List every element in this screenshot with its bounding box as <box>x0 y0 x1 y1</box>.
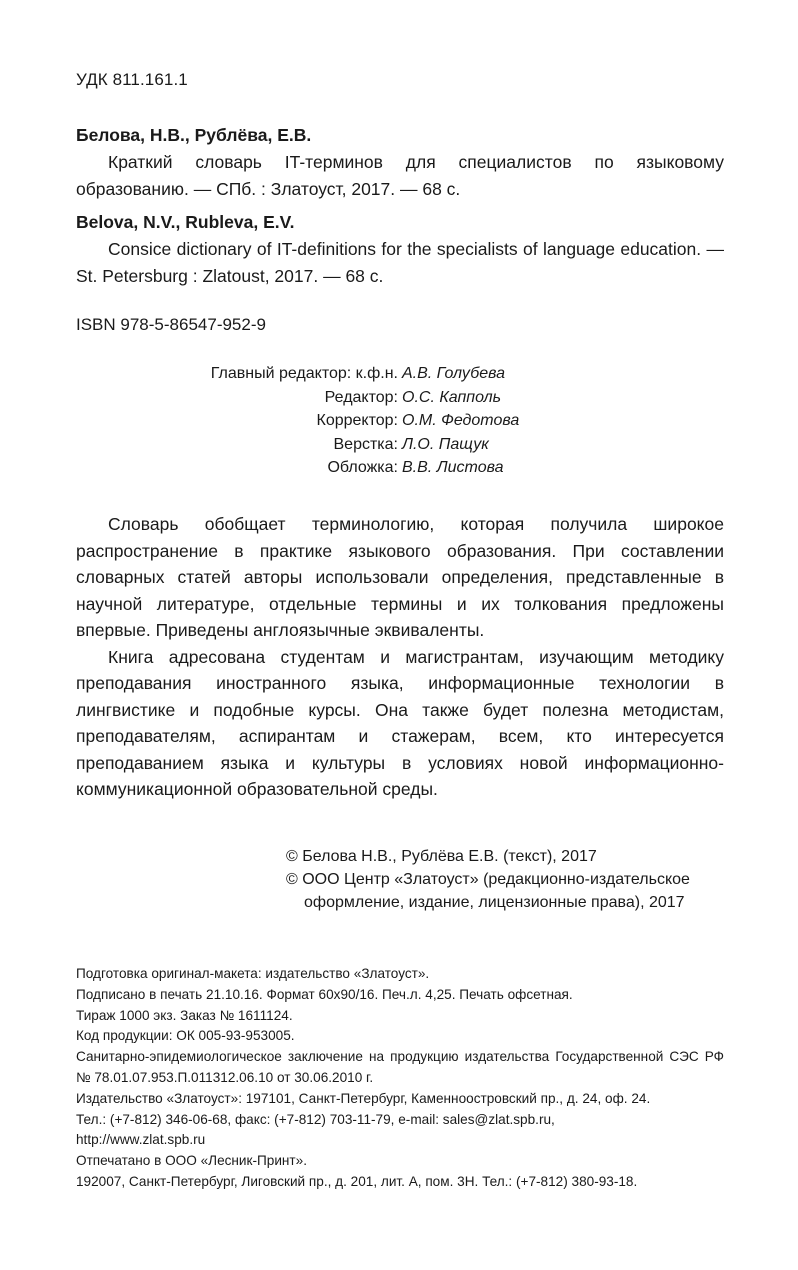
annotation <box>76 511 724 803</box>
credit-row <box>76 433 724 457</box>
credit-role: Верстка: <box>333 435 398 453</box>
imprint-line: Код продукции: ОК 005-93-953005. <box>76 1028 295 1044</box>
print-imprint <box>76 964 724 1193</box>
credit-name: О.М. Федотова <box>402 412 520 429</box>
authors-en: Belova, N.V., Rubleva, E.V. <box>76 212 295 232</box>
imprint-line: Подписано в печать 21.10.16. Формат 60х90/16. Печ.л. 4,25. Печать офсетная. <box>76 986 573 1002</box>
credit-name: В.В. Листова <box>402 459 504 476</box>
credit-role: Главный редактор: к.ф.н. <box>210 365 398 382</box>
imprint-line: Отпечатано в ООО «Лесник-Принт». <box>76 1153 307 1169</box>
imprint-line: Тел.: (+7-812) 346-06-68, факс: (+7-812) 703-11-79, e-mail: sales@zlat.spb.ru, <box>76 1111 555 1127</box>
description-ru: Краткий словарь IT-терминов для специалистов по языковому образованию. — СПб. : Златоуст, 2017. — 68 с. <box>76 152 724 199</box>
credit-name: А.В. Голубева <box>402 365 506 382</box>
credit-role: Обложка: <box>327 459 398 476</box>
editorial-credits <box>76 362 724 480</box>
credit-row <box>76 386 724 410</box>
imprint-link: http://www.zlat.spb.ru <box>76 1132 206 1148</box>
credit-name: О.С. Капполь <box>402 388 502 406</box>
copyright-block <box>286 845 731 914</box>
imprint-line: Издательство «Златоуст»: 197101, Санкт-Петербург, Каменноостровский пр., д. 24, оф. 24. <box>76 1090 651 1106</box>
copyright-line: © ООО Центр «Златоуст» (редакционно-издательское оформление, издание, лицензионные права), 2017 <box>286 871 690 911</box>
annotation-paragraph: Книга адресована студентам и магистрантам, изучающим методику преподавания иностранного языка, информационные технологии в лингвистике и подобные курсы. Она также будет полезна методистам, преподавателям, аспирантам и стажерам, всем, кто интересуется преподаванием языка и культуры в условиях новой информационно-коммуникационной образовательной среды. <box>76 646 724 799</box>
imprint-line: 192007, Санкт-Петербург, Лиговский пр., д. 201, лит. А, пом. 3Н. Тел.: (+7-812) 380-93-18. <box>76 1173 638 1189</box>
bibliographic-entry-en <box>76 211 724 290</box>
credit-name: Л.О. Пащук <box>402 435 489 453</box>
credit-role: Редактор: <box>324 388 398 406</box>
description-en: Consice dictionary of IT-definitions for the specialists of language education. — St. Petersburg : Zlatoust, 2017. — 68 c. <box>76 239 724 286</box>
credit-row <box>76 362 724 386</box>
bibliographic-entry-ru <box>76 124 724 203</box>
isbn: ISBN 978-5-86547-952-9 <box>76 315 266 334</box>
annotation-paragraph: Словарь обобщает терминологию, которая получила широкое распространение в практике языкового образования. При составлении словарных статей авторы использовали определения, представленные в научной литературе, отдельные термины и их толкования предложены впервые. Приведены англоязычные эквиваленты. <box>76 514 724 640</box>
copyright-line: © Белова Н.В., Рублёва Е.В. (текст), 2017 <box>286 848 597 865</box>
authors-ru: Белова, Н.В., Рублёва, Е.В. <box>76 125 312 145</box>
udk-code: УДК 811.161.1 <box>76 70 188 89</box>
credit-row <box>76 409 724 433</box>
imprint-line: Санитарно-эпидемиологическое заключение на продукцию издательства Государственной СЭС РФ № 78.01.07.953.П.011312.06.10 от 30.06.2010 г. <box>76 1049 724 1085</box>
credit-role: Корректор: <box>316 412 398 429</box>
imprint-line: Тираж 1000 экз. Заказ № 1611124. <box>76 1007 293 1023</box>
imprint-line: Подготовка оригинал-макета: издательство «Златоуст». <box>76 966 430 981</box>
credit-row <box>76 456 724 480</box>
